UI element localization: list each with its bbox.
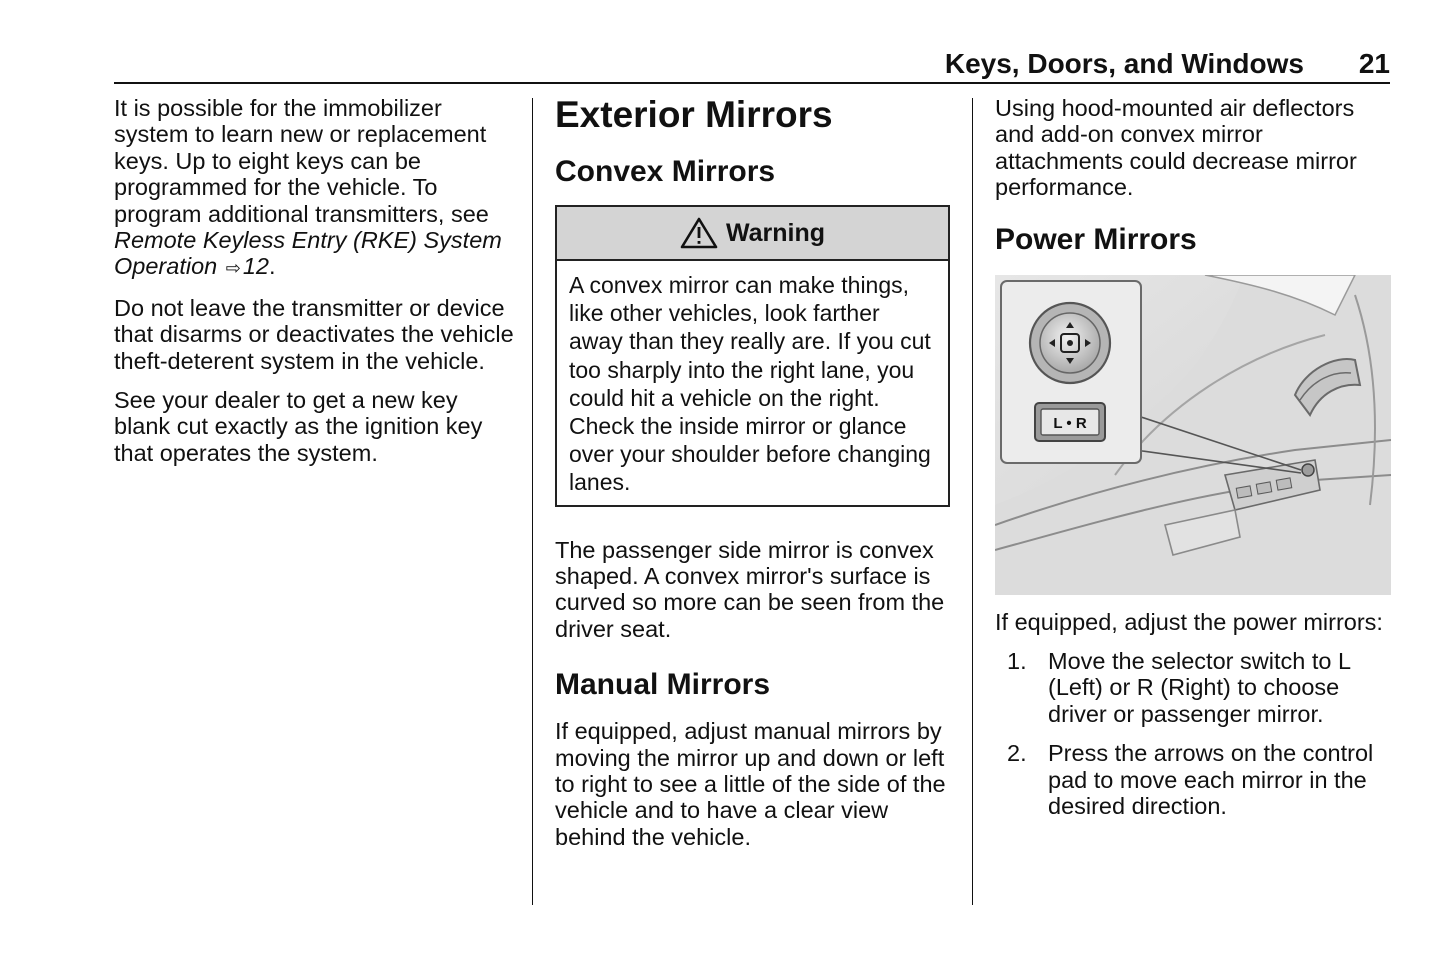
- sentence-end: .: [268, 253, 276, 280]
- dealer-paragraph: See your dealer to get a new key blank cut exactly as the ignition key that operates the system.: [114, 387, 483, 466]
- warning-text: A convex mirror can make things, like other vehicles, look farther away than they really are. If you cut too sharply into the right lane, you could hit a vehicle on the right. Check the inside mirror or glance over your shoulder before changing lanes.: [569, 272, 931, 496]
- deflectors-paragraph: Using hood-mounted air deflectors and add-on convex mirror attachments could decrease mirror performance.: [995, 95, 1357, 201]
- column-divider-2: [972, 98, 973, 905]
- column-divider-1: [532, 98, 533, 905]
- manual-paragraph: If equipped, adjust manual mirrors by moving the mirror up and down or left to right to see a little of the side of the vehicle and to have a clear view behind the vehicle.: [555, 718, 946, 850]
- convex-mirrors-heading: Convex Mirrors: [555, 155, 776, 188]
- convex-paragraph: The passenger side mirror is convex shaped. A convex mirror's surface is curved so more can be seen from the driver seat.: [555, 536, 945, 642]
- power-intro-paragraph: If equipped, adjust the power mirrors:: [995, 608, 1383, 635]
- warning-header: [557, 207, 948, 261]
- column-right: [995, 95, 1391, 832]
- list-item: [995, 740, 1391, 819]
- section-title: Keys, Doors, and Windows: [944, 48, 1304, 79]
- door-panel-illustration: [995, 275, 1391, 595]
- rke-reference-link[interactable]: Remote Keyless Entry (RKE) System Operation: [114, 227, 502, 280]
- power-mirrors-heading: Power Mirrors: [995, 222, 1197, 256]
- warning-box: [555, 205, 950, 507]
- step-text: Move the selector switch to L (Left) or R (Right) to choose driver or passenger mirror.: [1048, 648, 1351, 727]
- step-text: Press the arrows on the control pad to move each mirror in the desired direction.: [1048, 740, 1374, 820]
- transmitter-paragraph: Do not leave the transmitter or device that disarms or deactivates the vehicle theft-deterent system in the vehicle.: [114, 294, 514, 374]
- page-reference-arrow-icon: ⇨: [225, 258, 241, 279]
- column-left: [114, 95, 514, 479]
- column-middle: [555, 95, 950, 863]
- power-steps-list: [995, 648, 1391, 819]
- exterior-mirrors-heading: Exterior Mirrors: [555, 94, 833, 135]
- power-mirror-control-illustration: [995, 275, 1391, 595]
- reference-page-number[interactable]: 12: [242, 253, 269, 280]
- page-header: [114, 44, 1390, 84]
- manual-mirrors-heading: Manual Mirrors: [555, 668, 771, 702]
- step-number: 1.: [1007, 648, 1027, 675]
- step-number: 2.: [1007, 740, 1027, 767]
- lr-switch-label: L • R: [1053, 414, 1087, 432]
- immobilizer-paragraph: [114, 95, 514, 282]
- list-item: [995, 648, 1391, 727]
- page-number: 21: [1358, 48, 1390, 79]
- warning-label: Warning: [725, 218, 826, 247]
- warning-triangle-icon: [680, 217, 718, 249]
- immobilizer-text: It is possible for the immobilizer system to learn new or replacement keys. Up to eight keys can be programmed for the vehicle. To program additional transmitters, see: [114, 95, 489, 227]
